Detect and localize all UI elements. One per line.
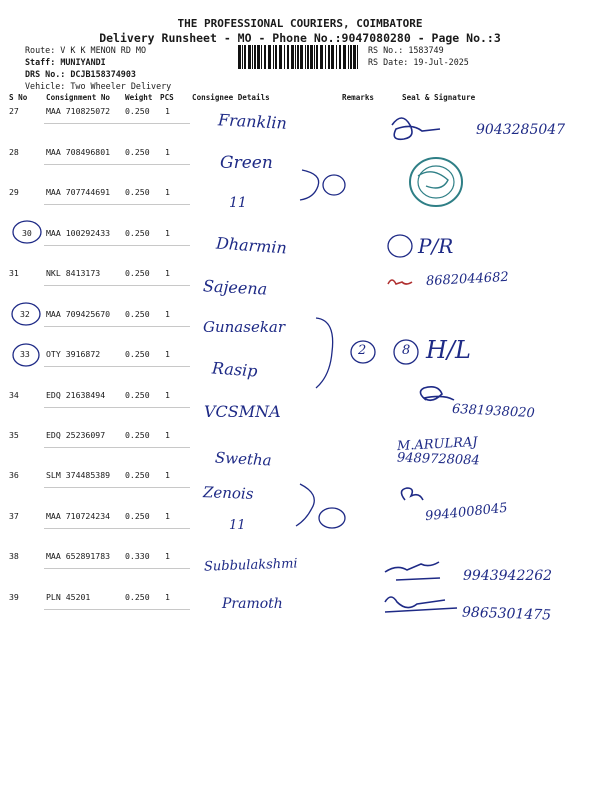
handwritten-mark: P/R (418, 234, 454, 258)
row-sno: 29 (9, 187, 19, 197)
brace-36-37 (296, 484, 314, 526)
staff-label: Staff: (25, 57, 56, 67)
row-weight: 0.250 (125, 390, 150, 400)
row-consignment: MAA 708496801 (46, 147, 111, 157)
handwritten-name: Zenois (202, 483, 254, 503)
handwritten-phone: 9943942262 (463, 568, 553, 584)
row-consignment: SLM 374485389 (46, 470, 111, 480)
col-consignment: Consignment No (46, 93, 111, 102)
row-pcs: 1 (165, 268, 170, 278)
row-weight: 0.250 (125, 228, 150, 238)
handwritten-phone: 9043285047 (476, 122, 566, 138)
row-pcs: 1 (165, 228, 170, 238)
row-weight: 0.250 (125, 106, 150, 116)
row-consignment: EDQ 21638494 (46, 390, 106, 400)
handwritten-phone: 9489728084 (396, 450, 480, 469)
handwritten-name: Subbulakshmi (203, 556, 298, 575)
row-pcs: 1 (165, 511, 170, 521)
row-pcs: 1 (165, 349, 170, 359)
handwritten-mark: H/L (426, 336, 471, 364)
row-sno: 37 (9, 511, 19, 521)
row-pcs: 1 (165, 430, 170, 440)
col-remarks: Remarks (342, 93, 375, 102)
handwritten-phone: 9865301475 (461, 604, 552, 624)
row-consignment: NKL 8413173 (46, 268, 101, 278)
row-consignment: MAA 710724234 (46, 511, 111, 521)
handwritten-name: Swetha (214, 448, 273, 470)
row-consignment: MAA 100292433 (46, 228, 111, 238)
handwritten-name: Green (220, 153, 273, 173)
handwritten-ditto: 11 (229, 195, 247, 211)
row-pcs: 1 (165, 551, 170, 561)
handwritten-name: Pramoth (222, 596, 283, 612)
row-sno: 32 (20, 309, 30, 319)
row-weight: 0.250 (125, 349, 150, 359)
row-consignment: EDQ 25236097 (46, 430, 106, 440)
row-weight: 0.250 (125, 470, 150, 480)
handwritten-mark: 2 (358, 343, 367, 358)
drs-number: DCJB158374903 (70, 69, 136, 79)
row-weight: 0.250 (125, 592, 150, 602)
route-label: Route: V K K MENON RD MO (25, 45, 147, 55)
brace-28-29 (300, 170, 319, 200)
row-sno: 33 (20, 349, 30, 359)
rubber-stamp-icon (410, 158, 462, 206)
row-pcs: 1 (165, 106, 170, 116)
row-sno: 36 (9, 470, 19, 480)
row-sno: 31 (9, 268, 19, 278)
row-consignment: OTY 3916872 (46, 349, 101, 359)
handwritten-phone: 9944008045 (424, 500, 509, 525)
rs-date: RS Date: 19-Jul-2025 (368, 57, 469, 67)
row-consignment: PLN 45201 (46, 592, 91, 602)
row-pcs: 1 (165, 592, 170, 602)
vehicle-label: Vehicle: Two Wheeler Delivery (25, 81, 172, 91)
handwritten-phone: 8682044682 (425, 269, 510, 290)
row-sno: 28 (9, 147, 19, 157)
handwritten-mark: 8 (402, 343, 411, 358)
circle-2-a (323, 175, 345, 195)
row-weight: 0.250 (125, 268, 150, 278)
rs-number: RS No.: 1583749 (368, 45, 444, 55)
handwritten-name: Dharmin (215, 233, 288, 258)
row-consignment: MAA 707744691 (46, 187, 111, 197)
col-weight: Weight (125, 93, 153, 102)
row-pcs: 1 (165, 147, 170, 157)
row-sno: 34 (9, 390, 19, 400)
row-weight: 0.250 (125, 147, 150, 157)
col-consignee: Consignee Details (192, 93, 270, 102)
circle-2-c (319, 508, 345, 528)
row-weight: 0.250 (125, 430, 150, 440)
brace-32-33 (316, 318, 333, 388)
circle-x (388, 235, 412, 257)
circle-mark-32 (12, 303, 40, 325)
col-pcs: PCS (160, 93, 174, 102)
runsheet-subtitle: Delivery Runsheet - MO - Phone No.:9047080280 - Page No.:3 (99, 31, 501, 45)
row-weight: 0.330 (125, 551, 150, 561)
row-sno: 39 (9, 592, 19, 602)
handwritten-name: Gunasekar (203, 318, 286, 336)
row-pcs: 1 (165, 470, 170, 480)
company-title: THE PROFESSIONAL COURIERS, COIMBATORE (177, 17, 423, 30)
staff-name: MUNIYANDI (60, 57, 106, 67)
row-pcs: 1 (165, 390, 170, 400)
circle-mark-30 (13, 221, 41, 243)
handwritten-name: Sajeena (202, 276, 268, 299)
handwritten-name: Rasip (211, 358, 259, 381)
signature-scribble-icon (385, 118, 457, 612)
handwritten-name: Franklin (217, 110, 288, 133)
col-seal: Seal & Signature (402, 93, 476, 102)
row-sno: 27 (9, 106, 19, 116)
handwritten-note: M.ARULRAJ (396, 434, 478, 455)
row-sno: 38 (9, 551, 19, 561)
row-pcs: 1 (165, 309, 170, 319)
row-weight: 0.250 (125, 511, 150, 521)
row-sno: 30 (22, 228, 32, 238)
handwritten-name: VCSMNA (204, 402, 281, 421)
row-consignment: MAA 710825072 (46, 106, 111, 116)
drs-label: DRS No.: (25, 69, 66, 79)
circle-mark-33 (13, 344, 39, 366)
row-sno: 35 (9, 430, 19, 440)
row-consignment: MAA 652891783 (46, 551, 111, 561)
handwritten-ditto: 11 (229, 518, 246, 533)
handwritten-phone: 6381938020 (451, 401, 536, 422)
col-sno: S No (9, 93, 28, 102)
row-weight: 0.250 (125, 187, 150, 197)
row-weight: 0.250 (125, 309, 150, 319)
row-pcs: 1 (165, 187, 170, 197)
row-consignment: MAA 709425670 (46, 309, 111, 319)
